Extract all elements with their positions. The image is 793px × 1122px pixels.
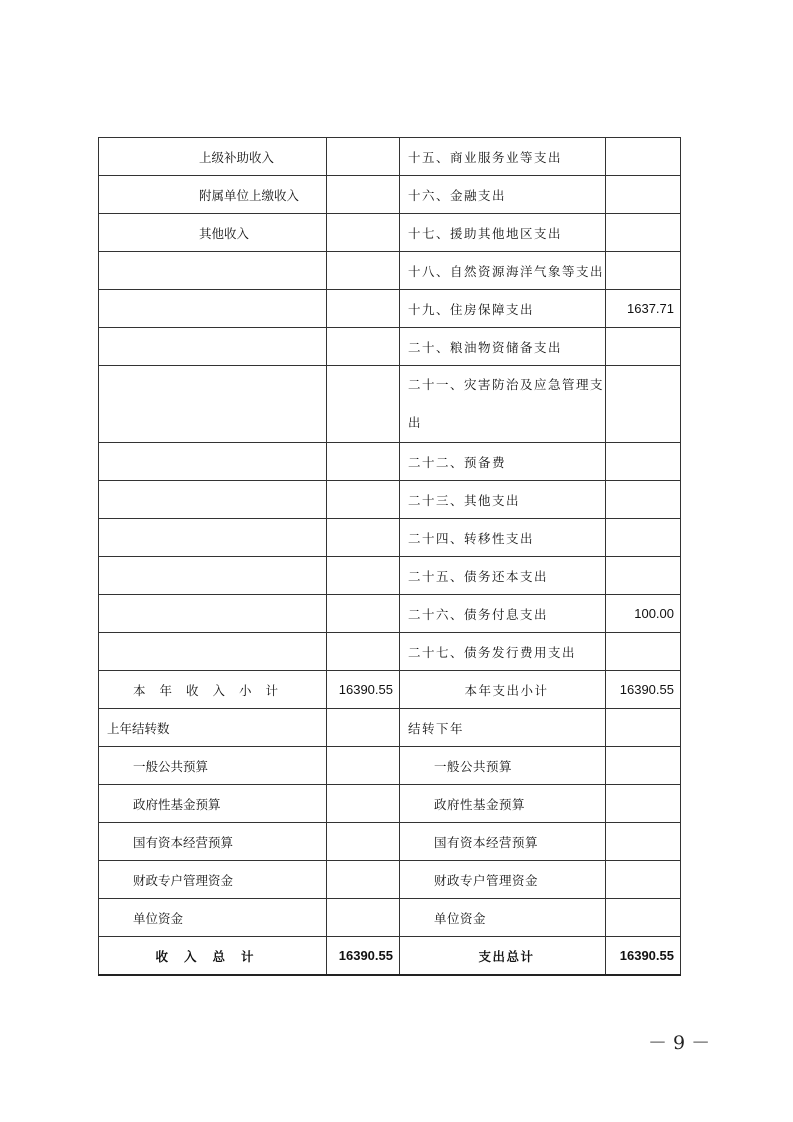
income-label-cell	[99, 481, 327, 519]
income-label-cell	[99, 290, 327, 328]
carry-item-row	[99, 785, 681, 823]
table-row	[99, 366, 681, 443]
expense-label-cell: 二十五、债务还本支出	[400, 557, 606, 595]
expense-value-cell	[606, 214, 681, 252]
carry-out-item-value	[606, 785, 681, 823]
income-total-label: 收入总计	[99, 937, 327, 976]
table-row	[99, 290, 681, 328]
expense-label-cell: 二十七、债务发行费用支出	[400, 633, 606, 671]
income-subtotal-label: 本年收入小计	[99, 671, 327, 709]
income-value-cell	[327, 176, 400, 214]
expense-label-cell: 十六、金融支出	[400, 176, 606, 214]
carry-in-item-label: 政府性基金预算	[99, 785, 327, 823]
page-number: － 9 －	[648, 1032, 711, 1054]
income-label-cell	[99, 519, 327, 557]
carry-in-label: 上年结转数	[99, 709, 327, 747]
carry-in-value	[327, 709, 400, 747]
carry-out-label: 结转下年	[400, 709, 606, 747]
income-value-cell	[327, 328, 400, 366]
income-value-cell	[327, 290, 400, 328]
carry-out-item-value	[606, 823, 681, 861]
table-row	[99, 176, 681, 214]
carry-out-item-label: 一般公共预算	[400, 747, 606, 785]
income-value-cell	[327, 138, 400, 176]
budget-summary-table	[98, 137, 681, 976]
expense-label-cell: 二十三、其他支出	[400, 481, 606, 519]
expense-value-cell	[606, 557, 681, 595]
total-row	[99, 937, 681, 976]
table-row	[99, 328, 681, 366]
table-row	[99, 481, 681, 519]
expense-value-cell	[606, 366, 681, 443]
carry-in-item-label: 一般公共预算	[99, 747, 327, 785]
income-label-cell	[99, 252, 327, 290]
carry-item-row	[99, 747, 681, 785]
expense-value-cell	[606, 328, 681, 366]
expense-label-cell: 二十二、预备费	[400, 443, 606, 481]
expense-subtotal-label: 本年支出小计	[400, 671, 606, 709]
expense-label-cell: 十五、商业服务业等支出	[400, 138, 606, 176]
carry-out-item-label: 政府性基金预算	[400, 785, 606, 823]
carry-in-item-value	[327, 785, 400, 823]
expense-value-cell	[606, 138, 681, 176]
income-value-cell	[327, 366, 400, 443]
income-label-cell	[99, 443, 327, 481]
expense-total-label: 支出总计	[400, 937, 606, 976]
expense-value-cell	[606, 443, 681, 481]
expense-label-cell: 二十六、债务付息支出	[400, 595, 606, 633]
income-value-cell	[327, 557, 400, 595]
income-label-cell	[99, 557, 327, 595]
income-label-cell: 其他收入	[99, 214, 327, 252]
expense-label-cell: 二十一、灾害防治及应急管理支出	[400, 366, 606, 443]
income-subtotal-value: 16390.55	[327, 671, 400, 709]
expense-value-cell	[606, 633, 681, 671]
table-row	[99, 252, 681, 290]
table-row	[99, 557, 681, 595]
table-row	[99, 519, 681, 557]
carry-out-item-value	[606, 747, 681, 785]
carry-in-item-value	[327, 899, 400, 937]
expense-label-cell: 二十、粮油物资储备支出	[400, 328, 606, 366]
carry-out-item-label: 单位资金	[400, 899, 606, 937]
carry-in-item-value	[327, 861, 400, 899]
expense-value-cell	[606, 481, 681, 519]
income-value-cell	[327, 214, 400, 252]
income-value-cell	[327, 481, 400, 519]
table-row	[99, 633, 681, 671]
expense-label-cell: 十八、自然资源海洋气象等支出	[400, 252, 606, 290]
carry-header-row	[99, 709, 681, 747]
expense-label-cell: 十九、住房保障支出	[400, 290, 606, 328]
income-value-cell	[327, 633, 400, 671]
carry-item-row	[99, 823, 681, 861]
expense-value-cell: 1637.71	[606, 290, 681, 328]
expense-label-cell: 二十四、转移性支出	[400, 519, 606, 557]
income-label-cell	[99, 366, 327, 443]
income-total-value: 16390.55	[327, 937, 400, 976]
carry-out-item-value	[606, 861, 681, 899]
income-label-cell	[99, 633, 327, 671]
table-row	[99, 443, 681, 481]
income-label-cell	[99, 595, 327, 633]
income-label-cell: 附属单位上缴收入	[99, 176, 327, 214]
expense-value-cell	[606, 176, 681, 214]
income-label-cell	[99, 328, 327, 366]
carry-in-item-label: 单位资金	[99, 899, 327, 937]
expense-value-cell	[606, 519, 681, 557]
income-value-cell	[327, 252, 400, 290]
carry-in-item-label: 国有资本经营预算	[99, 823, 327, 861]
income-value-cell	[327, 595, 400, 633]
expense-total-value: 16390.55	[606, 937, 681, 976]
expense-subtotal-value: 16390.55	[606, 671, 681, 709]
carry-item-row	[99, 861, 681, 899]
carry-in-item-value	[327, 823, 400, 861]
carry-item-row	[99, 899, 681, 937]
carry-out-item-value	[606, 899, 681, 937]
table-row	[99, 595, 681, 633]
expense-label-cell: 十七、援助其他地区支出	[400, 214, 606, 252]
subtotal-row	[99, 671, 681, 709]
income-label-cell: 上级补助收入	[99, 138, 327, 176]
table-row	[99, 214, 681, 252]
carry-in-item-label: 财政专户管理资金	[99, 861, 327, 899]
expense-value-cell: 100.00	[606, 595, 681, 633]
carry-out-item-label: 财政专户管理资金	[400, 861, 606, 899]
income-value-cell	[327, 443, 400, 481]
carry-in-item-value	[327, 747, 400, 785]
income-value-cell	[327, 519, 400, 557]
table-row	[99, 138, 681, 176]
expense-value-cell	[606, 252, 681, 290]
carry-out-item-label: 国有资本经营预算	[400, 823, 606, 861]
carry-out-value	[606, 709, 681, 747]
